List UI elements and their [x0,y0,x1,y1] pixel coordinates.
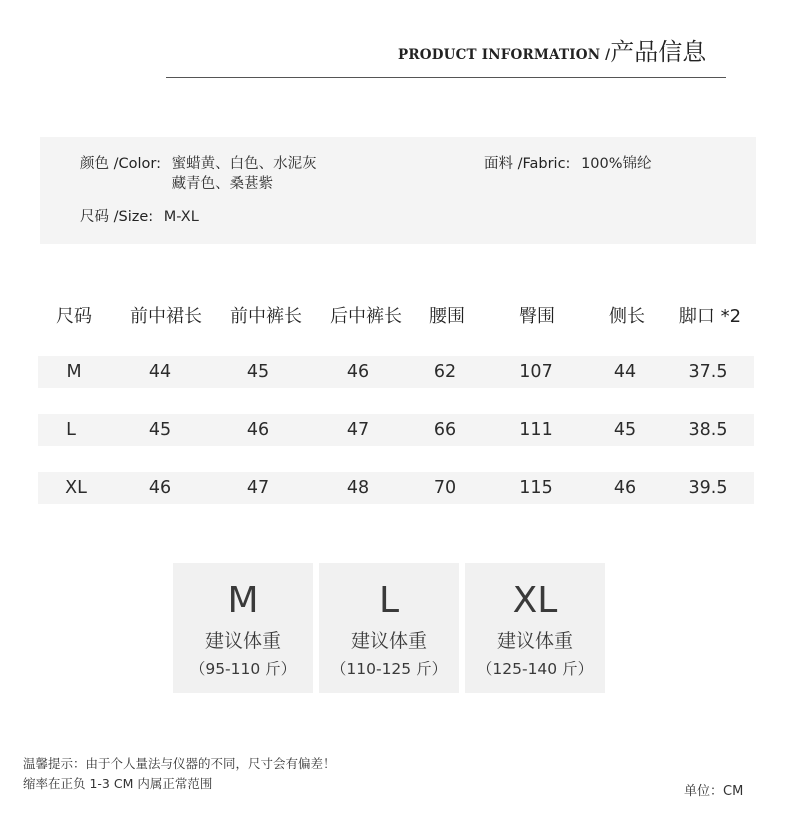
header-title-en: PRODUCT INFORMATION / [398,47,611,63]
table-cell: 45 [148,420,172,440]
table-cell: 44 [148,362,172,382]
card-range: （110-125 斤） [330,660,448,678]
color-values-line2: 藏青色、桑葚紫 [171,176,274,192]
weight-card-m [173,563,313,693]
table-cell: 62 [433,362,457,382]
col-header-back-pants: 后中裤长 [330,306,402,327]
col-header-waist: 腰围 [429,306,465,327]
table-cell: 45 [246,362,270,382]
col-header-side-length: 侧长 [609,306,645,327]
header-divider [166,77,726,78]
card-size: L [378,580,400,621]
card-label: 建议体重 [204,630,281,652]
table-cell: 48 [346,478,370,498]
table-cell: 70 [433,478,457,498]
table-cell: M [66,362,82,382]
table-cell: 37.5 [688,362,728,382]
table-row [38,356,754,388]
table-cell: 46 [246,420,270,440]
table-cell: 115 [519,478,553,498]
col-header-front-skirt: 前中裙长 [130,306,202,327]
col-header-hip: 臀围 [519,306,555,327]
table-cell: 66 [433,420,457,440]
table-cell: 46 [346,362,370,382]
info-panel [40,137,756,244]
header-title-cn: 产品信息 [610,38,707,66]
table-cell: XL [65,478,87,498]
color-values-line1: 蜜蜡黄、白色、水泥灰 [171,156,317,172]
measurement-note-2: 缩率在正负 1-3 CM 内属正常范围 [23,776,213,791]
weight-card-l [319,563,459,693]
card-range: （125-140 斤） [476,660,594,678]
size-table [38,298,754,504]
card-label: 建议体重 [496,630,573,652]
card-range: （95-110 斤） [189,660,297,678]
table-cell: L [66,420,76,440]
product-info-header [398,36,728,66]
table-cell: 38.5 [688,420,728,440]
table-header-row [38,298,754,332]
table-cell: 39.5 [688,478,728,498]
size-value: M-XL [163,209,199,225]
table-cell: 111 [519,420,553,440]
table-cell: 47 [246,478,270,498]
card-size: XL [512,580,558,621]
table-cell: 107 [519,362,553,382]
size-label: 尺码 /Size: [80,209,154,225]
col-header-size: 尺码 [56,306,92,327]
table-row [38,472,754,504]
fabric-info [484,154,652,174]
table-row [38,414,754,446]
table-cell: 46 [148,478,172,498]
color-info [80,154,317,194]
weight-card-xl [465,563,605,693]
col-header-front-pants: 前中裤长 [230,306,302,327]
color-label: 颜色 /Color: [80,156,161,172]
measurement-note-1: 温馨提示：由于个人量法与仪器的不同，尺寸会有偏差！ [23,756,336,771]
fabric-value: 100%锦纶 [581,156,652,172]
table-cell: 44 [613,362,637,382]
table-cell: 47 [346,420,370,440]
size-info [80,207,199,227]
card-label: 建议体重 [350,630,427,652]
table-cell: 45 [613,420,637,440]
table-cell: 46 [613,478,637,498]
fabric-label: 面料 /Fabric: [484,156,571,172]
card-size: M [227,580,259,621]
col-header-leg-opening: 脚口 *2 [678,306,742,327]
unit-label: 单位：CM [684,784,744,799]
